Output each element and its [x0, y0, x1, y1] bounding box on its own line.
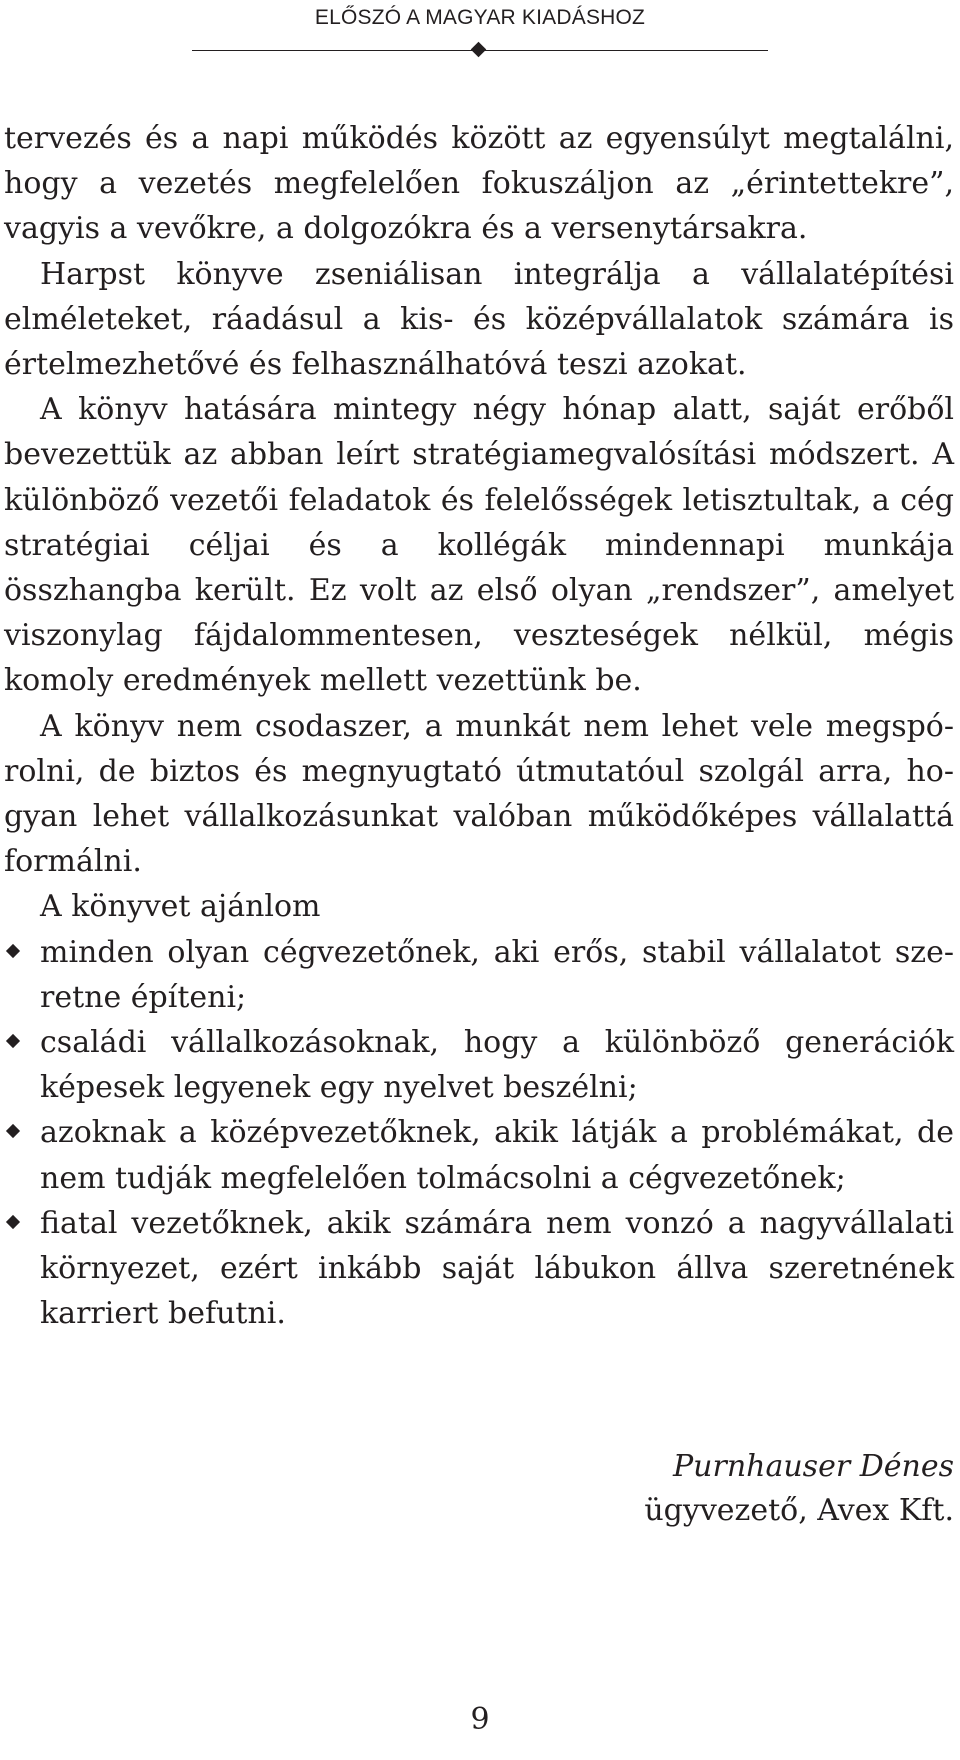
paragraph-recommend-intro: A könyvet ajánlom [40, 889, 321, 925]
signature-name: Purnhauser Dénes [672, 1449, 954, 1484]
list-item-text: fiatal vezetőknek, akik számára nem vonzó a nagyvállalati környezet, ezért inkább saját lábukon állva szeretnének karriert befutni. [40, 1205, 954, 1332]
diamond-bullet-icon [6, 1124, 20, 1138]
list-item [4, 930, 954, 1020]
signature-block [644, 1445, 954, 1533]
running-title: ELŐSZÓ A MAGYAR KIADÁSHOZ [314, 6, 646, 29]
list-item-text: családi vállalkozásoknak, hogy a különböző generációk képesek legyenek egy nyelvet beszélni; [40, 1025, 954, 1106]
page-number: 9 [470, 1702, 490, 1737]
signature-role: ügyvezető, Avex Kft. [644, 1493, 954, 1528]
paragraph-not-miracle: A könyv nem csodaszer, a munkát nem lehet vele megspórolni, de biztos és megnyugtató útmutatóul szolgál arra, hogyan lehet vállalkozásunkat valóban működőképes vállalattá formálni. [4, 708, 954, 880]
recommendation-list [4, 930, 954, 1337]
paragraph-implementation: A könyv hatására mintegy négy hónap alatt, saját erőből bevezettük az abban leírt stratégiamegvalósítási módszert. A különböző vezetői feladatok és felelősségek letisztultak, a cég stratégiai céljai és a kollégák mindennapi munkája összhangba került. Ez volt az első olyan „rendszer”, amelyet viszonylag fájdalommentesen, veszteségek nélkül, mégis komoly eredmények mellett vezettünk be. [4, 392, 954, 699]
diamond-bullet-icon [6, 944, 20, 958]
paragraph-continuation: tervezés és a napi működés között az egyensúlyt megtalálni, hogy a vezetés megfelelően fokuszáljon az „érintettekre”, vagyis a vevőkre, a dolgozókra és a versenytársakra. [4, 121, 954, 247]
list-item-text: azoknak a középvezetőknek, akik látják a problémákat, de nem tudják megfelelően tolmácsolni a cégvezetőnek; [40, 1115, 954, 1196]
diamond-icon [471, 42, 487, 58]
paragraph-harpst-book: Harpst könyve zseniálisan integrálja a vállalatépítési elméleteket, ráadásul a kis- és középvállalatok számára is értelmezhetővé és felhasználhatóvá teszi azokat. [4, 256, 954, 383]
diamond-bullet-icon [6, 1034, 20, 1048]
list-item-text: minden olyan cégvezetőnek, aki erős, stabil vállalatot szeretne építeni; [40, 934, 954, 1015]
list-item [4, 1020, 954, 1110]
body-text [4, 116, 954, 1336]
list-item [4, 1110, 954, 1200]
list-item [4, 1201, 954, 1337]
diamond-bullet-icon [6, 1215, 20, 1229]
